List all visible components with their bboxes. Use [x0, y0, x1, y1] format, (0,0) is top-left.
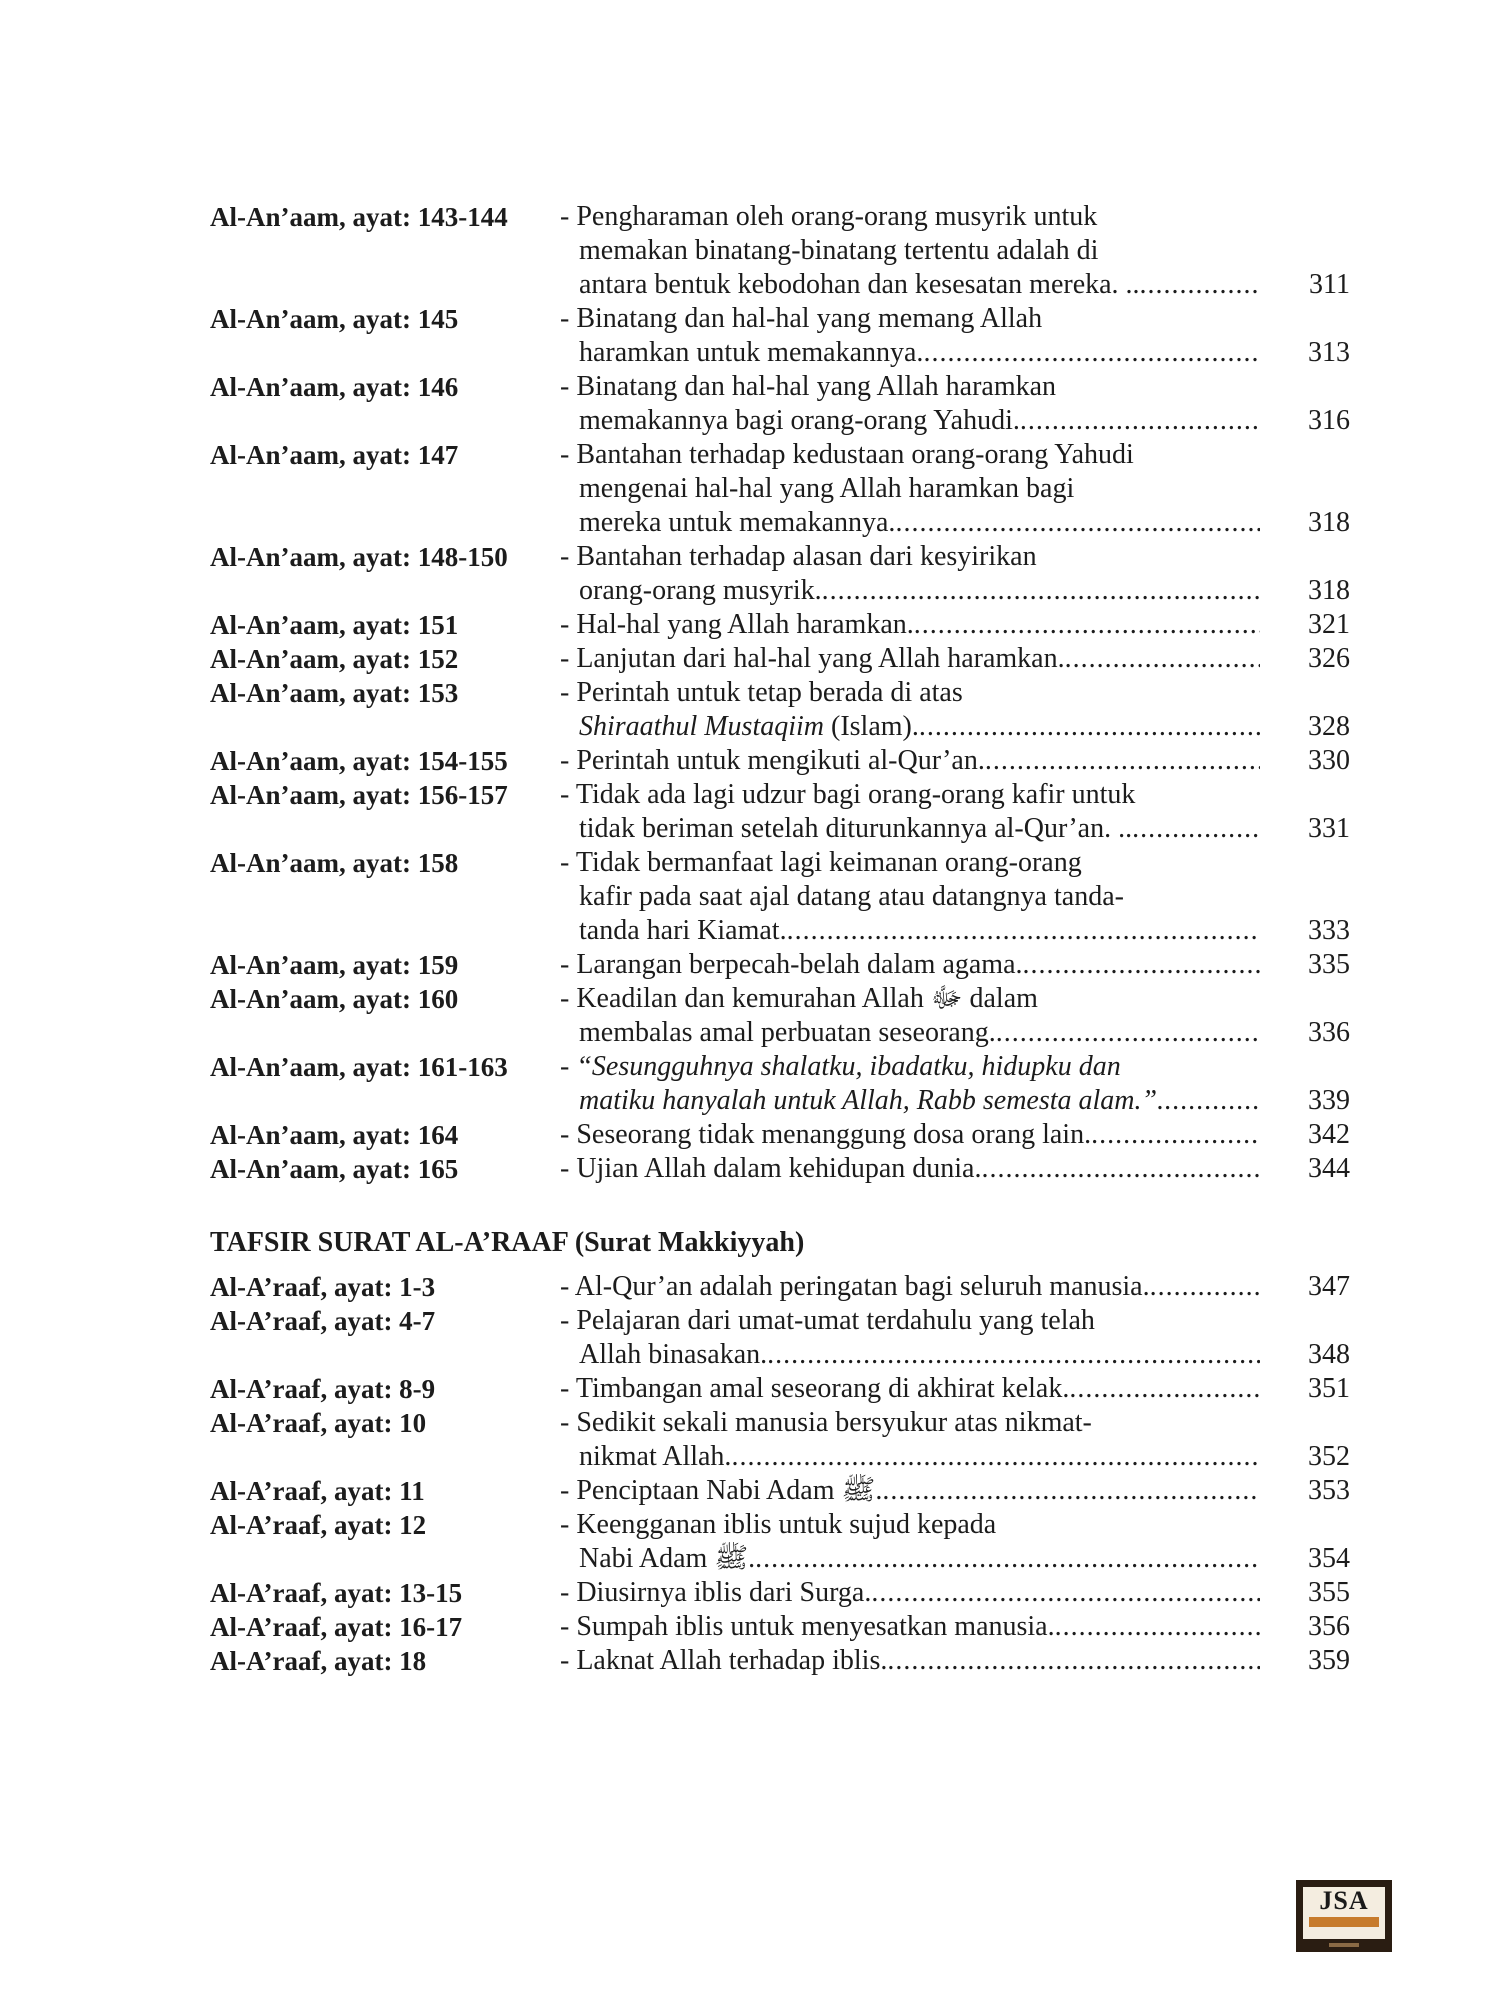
- toc-entry-page-number: 318: [1308, 575, 1350, 606]
- toc-entry-line: - Bantahan terhadap alasan dari kesyirikan: [560, 541, 1037, 572]
- toc-entry-line: - Sedikit sekali manusia bersyukur atas nikmat-: [560, 1407, 1092, 1438]
- toc-entry-reference: Al-A’raaf, ayat: 11: [210, 1476, 425, 1506]
- toc-entry-reference: Al-An’aam, ayat: 148-150: [210, 542, 508, 572]
- toc-entry-description: [560, 642, 1260, 676]
- toc-entry-page-number: 356: [1308, 1611, 1350, 1642]
- leader-dots: [731, 1440, 1260, 1474]
- leader-dots: [1132, 812, 1260, 846]
- toc-entry-reference: Al-A’raaf, ayat: 13-15: [210, 1578, 463, 1608]
- toc-entry-page-number: 328: [1308, 711, 1350, 742]
- toc-entry: [210, 1304, 1360, 1372]
- toc-entry-description: [560, 540, 1260, 608]
- leader-dots: [887, 1644, 1260, 1678]
- toc-entry-description: [560, 846, 1260, 948]
- section-heading-sub: (Surat Makkiyyah): [567, 1227, 805, 1258]
- toc-entry-line: mereka untuk memakannya.: [579, 507, 896, 538]
- toc-entry-line: - Larangan berpecah-belah dalam agama.: [560, 949, 1023, 980]
- toc-entry-reference: Al-An’aam, ayat: 154-155: [210, 746, 508, 776]
- toc-entry-description: [560, 1270, 1260, 1304]
- toc-entry-line: - Keengganan iblis untuk sujud kepada: [560, 1509, 997, 1540]
- toc-entry-description: [560, 778, 1260, 846]
- toc-entry: [210, 1576, 1360, 1610]
- toc-entry-line: - Binatang dan hal-hal yang Allah haramkan: [560, 371, 1057, 402]
- toc-entry-line: tidak beriman setelah diturunkannya al-Qur’an. ..: [579, 813, 1133, 844]
- toc-entry: [210, 1644, 1360, 1678]
- toc-entry: [210, 846, 1360, 948]
- toc-entry-page-number: 348: [1308, 1339, 1350, 1370]
- leader-dots: [822, 574, 1260, 608]
- toc-entry-page-number: 336: [1308, 1017, 1350, 1048]
- toc-entry-line: - Perintah untuk mengikuti al-Qur’an.: [560, 745, 985, 776]
- toc-entry-line: - Lanjutan dari hal-hal yang Allah haramkan.: [560, 643, 1065, 674]
- toc-entry-line: - Tidak ada lagi udzur bagi orang-orang kafir untuk: [560, 779, 1136, 810]
- toc-entry-line: - Penciptaan Nabi Adam ﷺ.: [560, 1475, 883, 1506]
- toc-entry-page-number: 342: [1308, 1119, 1350, 1150]
- toc-entry-description: [560, 370, 1260, 438]
- leader-dots: [1091, 1118, 1260, 1152]
- toc-entry-line: - Diusirnya iblis dari Surga.: [560, 1577, 872, 1608]
- toc-entry: [210, 370, 1360, 438]
- toc-entry: [210, 1372, 1360, 1406]
- toc-entry-page-number: 352: [1308, 1441, 1350, 1472]
- toc-entry-reference: Al-An’aam, ayat: 145: [210, 304, 459, 334]
- toc-entry: [210, 302, 1360, 370]
- toc-entry-line: - Binatang dan hal-hal yang memang Allah: [560, 303, 1043, 334]
- toc-entry-line: matiku hanyalah untuk Allah, Rabb semesta alam.”.: [579, 1085, 1165, 1116]
- toc-entry-line: - Sumpah iblis untuk menyesatkan manusia.: [560, 1611, 1055, 1642]
- toc-entry-description: [560, 1474, 1260, 1508]
- toc-entry-page-number: 359: [1308, 1645, 1350, 1676]
- toc-entry-description: [560, 1118, 1260, 1152]
- toc-entry-line: haramkan untuk memakannya.: [579, 337, 924, 368]
- toc-entry: [210, 642, 1360, 676]
- toc-entry-description: [560, 1304, 1260, 1372]
- toc-entry-description: [560, 1050, 1260, 1118]
- toc-entry-line: - Pelajaran dari umat-umat terdahulu yang telah: [560, 1305, 1095, 1336]
- toc-entry: [210, 200, 1360, 302]
- toc-entry-line: - Al-Qur’an adalah peringatan bagi seluruh manusia.: [560, 1271, 1150, 1302]
- leader-dots: [1069, 1372, 1260, 1406]
- toc-entry-page-number: 330: [1308, 745, 1350, 776]
- toc-entry-line: antara bentuk kebodohan dan kesesatan mereka. ..: [579, 269, 1140, 300]
- leader-dots: [1150, 1270, 1260, 1304]
- toc-entry-line: - Keadilan dan kemurahan Allah ﷻ dalam: [560, 983, 1038, 1014]
- toc-entry-line: - Hal-hal yang Allah haramkan.: [560, 609, 914, 640]
- section-heading-al-araaf: [210, 1226, 1360, 1260]
- entries-anaam: [210, 200, 1360, 1186]
- leader-dots: [755, 1542, 1260, 1576]
- toc-entry-reference: Al-A’raaf, ayat: 8-9: [210, 1374, 436, 1404]
- toc-entry: [210, 1118, 1360, 1152]
- toc-entry: [210, 438, 1360, 540]
- toc-entry-description: [560, 1576, 1260, 1610]
- toc-entry-page-number: 318: [1308, 507, 1350, 538]
- toc-entry: [210, 676, 1360, 744]
- toc-entry-line: - Tidak bermanfaat lagi keimanan orang-orang: [560, 847, 1082, 878]
- toc-entry: [210, 1508, 1360, 1576]
- toc-entry: [210, 540, 1360, 608]
- leader-dots: [919, 710, 1260, 744]
- toc-entry-reference: Al-An’aam, ayat: 165: [210, 1154, 459, 1184]
- section-heading-main: TAFSIR SURAT AL-A’RAAF: [210, 1227, 568, 1258]
- toc-entry-page-number: 313: [1308, 337, 1350, 368]
- toc-entry-description: [560, 948, 1260, 982]
- toc-entry-reference: Al-An’aam, ayat: 161-163: [210, 1052, 508, 1082]
- toc-entry: [210, 1270, 1360, 1304]
- toc-entry-line: Nabi Adam ﷺ.: [579, 1543, 756, 1574]
- leader-dots: [787, 914, 1260, 948]
- toc-entry-description: - Perintah untuk tetap berada di atas Shiraathul Mustaqiim (Islam). . . .: [560, 676, 1260, 744]
- toc-entry-reference: Al-An’aam, ayat: 152: [210, 644, 459, 674]
- toc-entry-page-number: 331: [1308, 813, 1350, 844]
- entries-araaf: [210, 1270, 1360, 1678]
- toc-entry-line: memakannya bagi orang-orang Yahudi.: [579, 405, 1020, 436]
- toc-entry-page-number: 347: [1308, 1271, 1350, 1302]
- leader-dots: [996, 1016, 1260, 1050]
- leader-dots: [767, 1338, 1260, 1372]
- toc-entry-line: tanda hari Kiamat.: [579, 915, 787, 946]
- toc-entry-description: [560, 1372, 1260, 1406]
- toc-entry-reference: Al-A’raaf, ayat: 4-7: [210, 1306, 436, 1336]
- toc-entry: [210, 948, 1360, 982]
- toc-entry-page-number: 353: [1308, 1475, 1350, 1506]
- leader-dots: [1020, 404, 1260, 438]
- toc-entry: [210, 1610, 1360, 1644]
- toc-entry-line: - Seseorang tidak menanggung dosa orang lain.: [560, 1119, 1092, 1150]
- toc-entry: [210, 1152, 1360, 1186]
- toc-entry-line: - Perintah untuk tetap berada di atas: [560, 677, 963, 708]
- toc-entry-description: [560, 1152, 1260, 1186]
- toc-entry-line: - Bantahan terhadap kedustaan orang-orang Yahudi: [560, 439, 1134, 470]
- toc-entry-reference: Al-An’aam, ayat: 153: [210, 678, 459, 708]
- toc-entry: [210, 982, 1360, 1050]
- publisher-logo-text: JSA: [1319, 1886, 1369, 1915]
- toc-entry-page-number: 326: [1308, 643, 1350, 674]
- leader-dots: [923, 336, 1260, 370]
- leader-dots: [895, 506, 1260, 540]
- toc-entry-line: membalas amal perbuatan seseorang.: [579, 1017, 996, 1048]
- toc-entry-page-number: 355: [1308, 1577, 1350, 1608]
- toc-entry-reference: Al-A’raaf, ayat: 12: [210, 1510, 427, 1540]
- leader-dots: [981, 1152, 1260, 1186]
- toc-entry-line: mengenai hal-hal yang Allah haramkan bagi: [579, 473, 1075, 504]
- toc-entry-reference: Al-An’aam, ayat: 158: [210, 848, 459, 878]
- toc-entry-line: - “Sesungguhnya shalatku, ibadatku, hidupku dan: [560, 1051, 1121, 1082]
- leader-dots: [1055, 1610, 1260, 1644]
- toc-entry-description: [560, 608, 1260, 642]
- toc-entry: [210, 1406, 1360, 1474]
- toc-entry-line: nikmat Allah.: [579, 1441, 732, 1472]
- toc-entry-description: [560, 1610, 1260, 1644]
- toc-entry-line: - Pengharaman oleh orang-orang musyrik untuk: [560, 201, 1098, 232]
- toc-entry-italic-term: Shiraathul Mustaqiim: [579, 711, 825, 742]
- toc-entry-description: [560, 744, 1260, 778]
- toc-entry-description: [560, 302, 1260, 370]
- toc-entry-page-number: 344: [1308, 1153, 1350, 1184]
- toc-entry-reference: Al-An’aam, ayat: 151: [210, 610, 459, 640]
- leader-dots: [914, 608, 1260, 642]
- toc-entry-reference: Al-A’raaf, ayat: 10: [210, 1408, 427, 1438]
- toc-entry-reference: Al-An’aam, ayat: 143-144: [210, 202, 508, 232]
- toc-entry-reference: Al-A’raaf, ayat: 16-17: [210, 1612, 463, 1642]
- toc-entry-page-number: 335: [1308, 949, 1350, 980]
- toc-entry-description: [560, 200, 1260, 302]
- toc-entry: [210, 608, 1360, 642]
- toc-entry-reference: Al-A’raaf, ayat: 1-3: [210, 1272, 436, 1302]
- toc-entry-description: [560, 982, 1260, 1050]
- table-of-contents: [210, 200, 1360, 1678]
- toc-entry-reference: Al-An’aam, ayat: 164: [210, 1120, 459, 1150]
- toc-entry-reference: Al-A’raaf, ayat: 18: [210, 1646, 427, 1676]
- toc-entry-page-number: 354: [1308, 1543, 1350, 1574]
- toc-entry-description: [560, 1644, 1260, 1678]
- toc-entry-description: [560, 1508, 1260, 1576]
- leader-dots: [871, 1576, 1260, 1610]
- toc-entry-page-number: 351: [1308, 1373, 1350, 1404]
- toc-entry-page-number: 333: [1308, 915, 1350, 946]
- toc-entry-reference: Al-An’aam, ayat: 156-157: [210, 780, 508, 810]
- leader-dots: [882, 1474, 1260, 1508]
- toc-entry-line: Allah binasakan.: [579, 1339, 768, 1370]
- toc-entry-reference: Al-An’aam, ayat: 160: [210, 984, 459, 1014]
- toc-entry-page-number: 321: [1308, 609, 1350, 640]
- leader-dots: [1065, 642, 1260, 676]
- toc-entry-line: orang-orang musyrik.: [579, 575, 822, 606]
- toc-entry-reference: Al-An’aam, ayat: 146: [210, 372, 459, 402]
- toc-entry: [210, 778, 1360, 846]
- leader-dots: [985, 744, 1260, 778]
- toc-entry-line: - Timbangan amal seseorang di akhirat kelak.: [560, 1373, 1070, 1404]
- publisher-logo: [1296, 1880, 1392, 1952]
- toc-entry-description: [560, 438, 1260, 540]
- toc-entry: [210, 1474, 1360, 1508]
- toc-entry-line: memakan binatang-binatang tertentu adalah di: [579, 235, 1099, 266]
- leader-dots: [1023, 948, 1260, 982]
- leader-dots: [1140, 268, 1260, 302]
- toc-entry: [210, 744, 1360, 778]
- toc-entry-page-number: 339: [1308, 1085, 1350, 1116]
- toc-entry-line: - Laknat Allah terhadap iblis.: [560, 1645, 888, 1676]
- toc-entry: [210, 1050, 1360, 1118]
- leader-dots: [1164, 1084, 1260, 1118]
- toc-entry-page-number: 316: [1308, 405, 1350, 436]
- toc-entry-page-number: 311: [1309, 269, 1350, 300]
- toc-entry-description: [560, 1406, 1260, 1474]
- toc-entry-reference: Al-An’aam, ayat: 159: [210, 950, 459, 980]
- toc-entry-reference: Al-An’aam, ayat: 147: [210, 440, 459, 470]
- toc-entry-line: kafir pada saat ajal datang atau datangnya tanda-: [579, 881, 1124, 912]
- toc-entry-line: - Ujian Allah dalam kehidupan dunia.: [560, 1153, 982, 1184]
